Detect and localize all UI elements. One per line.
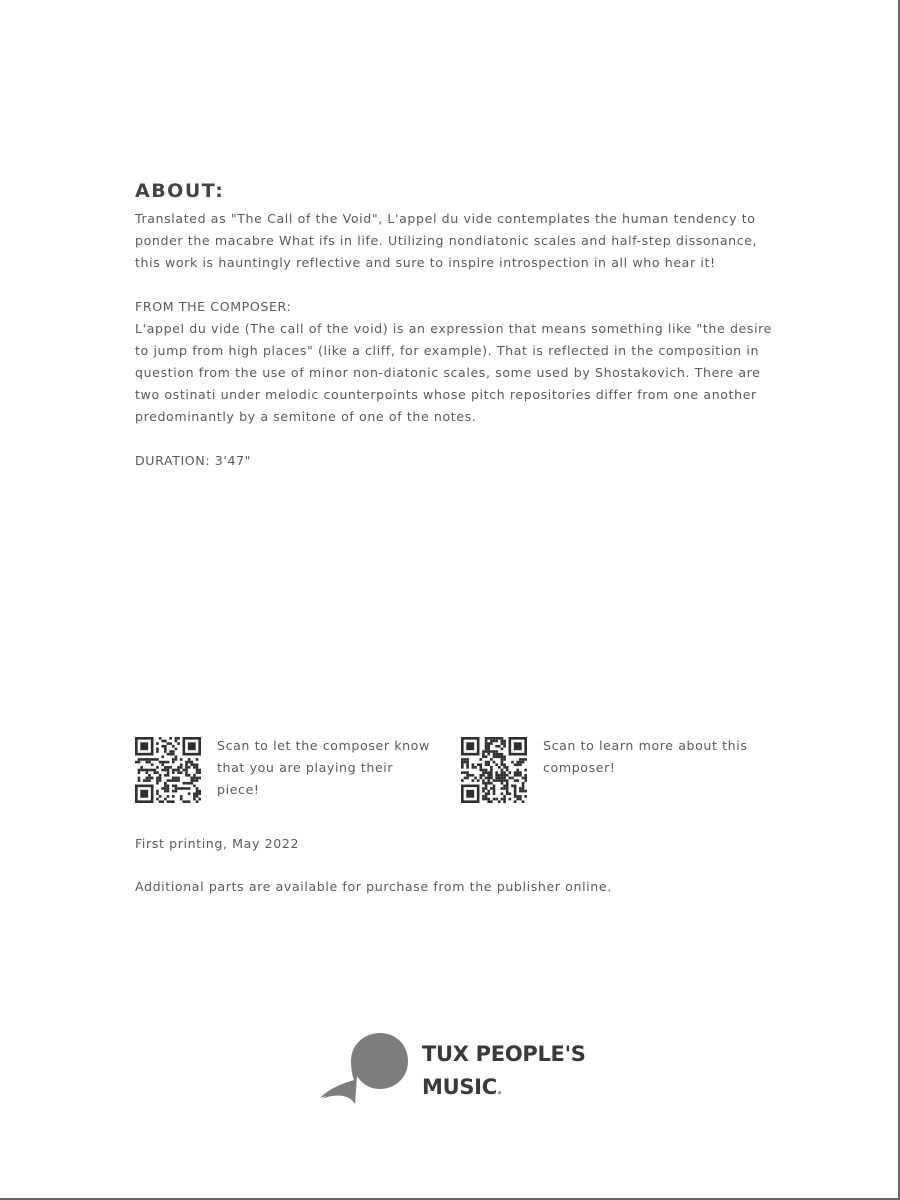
composer-paragraph: L'appel du vide (The call of the void) is an expression that means something like "the desire to jump from high places" (like a cliff, for example). That is reflected in the composition in question from the use of minor non-diatonic scales, some used by Shostakovich. There are two ostinati under melodic counterpoints whose pitch repositories differ from one another predominantly by a semitone of one of the notes. [135, 321, 773, 424]
qr-item-learn-more[interactable] [461, 737, 758, 803]
printing-note: First printing, May 2022 [135, 836, 300, 851]
logo-dot: . [496, 1082, 502, 1098]
about-section [135, 180, 775, 472]
publisher-logo [318, 1030, 618, 1110]
about-heading: ABOUT: [135, 180, 225, 202]
parts-note: Additional parts are available for purchase from the publisher online. [135, 879, 612, 894]
qr-caption-contact: Scan to let the composer know that you are playing their piece! [217, 738, 430, 797]
speech-bubble-logo-icon [318, 1030, 413, 1110]
qr-code-icon[interactable] [461, 737, 527, 803]
composer-heading: FROM THE COMPOSER: [135, 299, 292, 314]
duration-text: DURATION: 3'47" [135, 453, 252, 468]
about-paragraph: Translated as "The Call of the Void", L'appel du vide contemplates the human tendency to ponder the macabre What ifs in life. Utilizing nondiatonic scales and half-step dissonance, this work is hauntingly reflective and sure to inspire introspection in all who hear it! [135, 211, 758, 270]
logo-line-2 [422, 1071, 586, 1107]
qr-item-contact-composer[interactable] [135, 737, 432, 803]
logo-wordmark [422, 1038, 586, 1107]
logo-line-1: TUX PEOPLE'S [422, 1042, 586, 1066]
qr-caption-learn-more: Scan to learn more about this composer! [543, 738, 748, 775]
logo-line-2-text: MUSIC [422, 1075, 497, 1099]
qr-row [135, 737, 775, 807]
qr-code-icon[interactable] [135, 737, 201, 803]
